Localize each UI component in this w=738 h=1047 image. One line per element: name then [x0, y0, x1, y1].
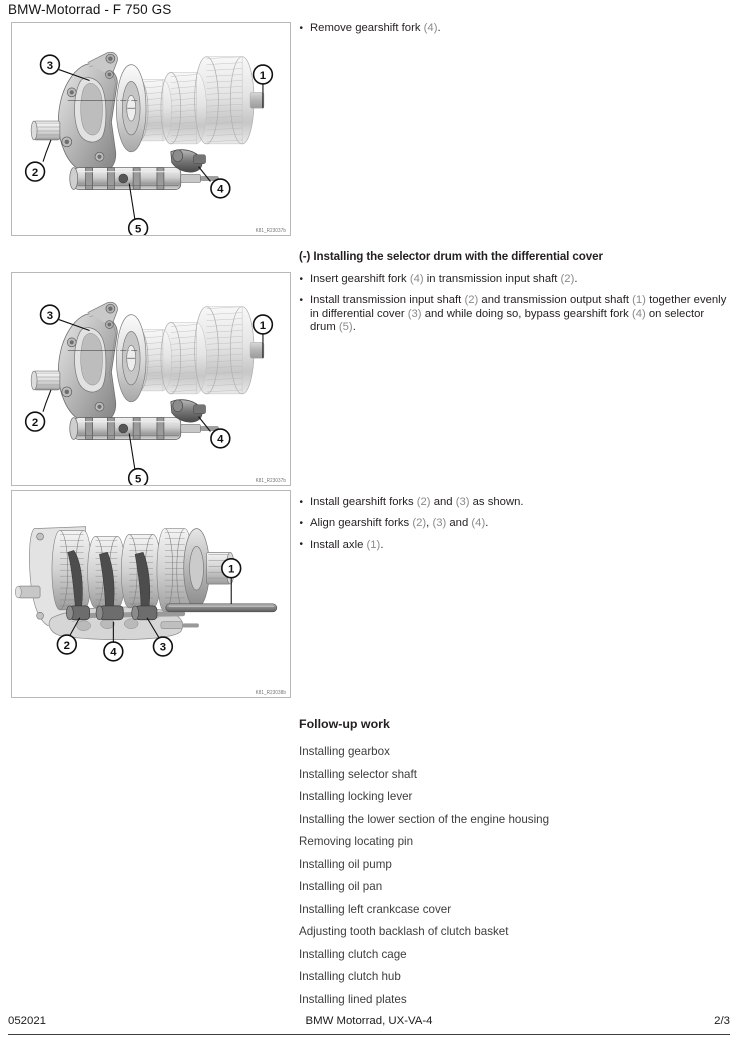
instruction-text: Remove gearshift fork: [310, 22, 424, 34]
reference-number: (2): [560, 273, 575, 285]
reference-number: (3): [407, 307, 422, 320]
footer-divider: [8, 1034, 730, 1035]
callout-2: [26, 162, 45, 181]
instruction-text: Install transmission input shaft: [310, 294, 465, 307]
instruction-text: .: [485, 517, 489, 530]
follow-up-item: Removing locating pin: [299, 835, 414, 848]
svg-text:2: 2: [63, 639, 70, 652]
transmission-input-shaft-stub: [31, 121, 60, 140]
gearbox-illustration-2: [12, 273, 290, 485]
instruction-block-remove: [299, 22, 729, 43]
instruction-text: and: [430, 496, 456, 508]
svg-text:2: 2: [31, 166, 39, 179]
svg-text:4: 4: [217, 433, 224, 446]
callout-1: [222, 559, 241, 578]
transmission-input-shaft-stub: [31, 371, 60, 390]
figure-code: K81_R23037b: [255, 477, 286, 483]
follow-up-item: Installing locking lever: [299, 790, 413, 803]
follow-up-heading: Follow-up work: [299, 717, 390, 731]
instruction-text: .: [574, 273, 578, 285]
instruction-text: ,: [426, 517, 433, 530]
axle: [166, 604, 277, 612]
instruction-text: on selector drum: [310, 307, 705, 334]
instruction-bullet: [299, 294, 729, 334]
reference-number: (2): [416, 496, 431, 508]
follow-up-item: Installing oil pan: [299, 880, 383, 893]
svg-text:3: 3: [46, 59, 54, 72]
follow-up-item: Installing oil pump: [299, 857, 392, 871]
instruction-bullet: [299, 273, 729, 286]
bullet-list-2: [299, 273, 729, 335]
instruction-text: Install gearshift forks: [310, 496, 417, 508]
footer-document-id: BMW Motorrad, UX-VA-4: [305, 1015, 433, 1027]
reference-number: (4): [471, 517, 486, 530]
svg-text:5: 5: [134, 473, 142, 485]
svg-text:3: 3: [46, 309, 54, 322]
follow-up-item: Installing clutch hub: [299, 970, 401, 983]
instruction-text: .: [380, 538, 384, 551]
gearbox-illustration-1: [12, 23, 290, 235]
follow-up-item: Installing the lower section of the engine housing: [299, 812, 550, 826]
svg-text:4: 4: [217, 183, 224, 196]
input-gear-wheel: [116, 315, 146, 402]
instruction-bullet: [299, 496, 729, 509]
instruction-text: and: [446, 517, 472, 530]
output-shaft-gear-stack: [130, 307, 264, 394]
page-footer: [8, 1015, 730, 1031]
input-gear-wheel: [116, 65, 146, 152]
instruction-bullet: [299, 22, 729, 35]
callout-3: [41, 305, 60, 324]
instruction-text: and while doing so, bypass gearshift fork: [421, 307, 632, 320]
bullet-list-3: [299, 496, 729, 552]
instruction-text: and transmission output shaft: [478, 294, 633, 307]
callout-5: [129, 219, 148, 235]
figure-gearshift-forks-axle: [11, 490, 291, 698]
instruction-text: in transmission input shaft: [423, 273, 561, 285]
svg-text:2: 2: [31, 416, 39, 429]
footer-date: 052021: [8, 1015, 47, 1027]
reference-number: (4): [631, 307, 646, 320]
callout-4: [211, 179, 230, 198]
follow-up-item: Installing lined plates: [299, 992, 407, 1006]
follow-up-item: Installing left crankcase cover: [299, 902, 452, 916]
figure-code: K81_R23038b: [255, 689, 286, 695]
reference-number: (1): [632, 294, 646, 307]
svg-text:4: 4: [110, 646, 117, 659]
instruction-text: Install axle: [310, 538, 367, 551]
shaft-end-left: [15, 586, 40, 598]
reference-number: (2): [412, 517, 427, 530]
reference-number: (4): [423, 22, 438, 34]
instruction-bullet: [299, 539, 729, 552]
svg-text:3: 3: [159, 641, 167, 654]
callout-3: [41, 55, 60, 74]
instruction-text: Insert gearshift fork: [310, 273, 410, 285]
reference-number: (3): [432, 517, 447, 530]
svg-text:5: 5: [134, 223, 142, 235]
svg-text:1: 1: [259, 319, 267, 332]
instruction-bullet: [299, 517, 729, 530]
reference-number: (3): [455, 496, 470, 508]
follow-up-list: [299, 741, 729, 1011]
callout-1: [254, 65, 273, 84]
page-title: BMW-Motorrad - F 750 GS: [8, 2, 172, 17]
callout-3: [153, 637, 172, 656]
follow-up-item: Installing selector shaft: [299, 767, 417, 781]
callout-5: [129, 469, 148, 485]
figure-transmission-exploded-2: [11, 272, 291, 486]
callout-1: [254, 315, 273, 334]
callout-2: [26, 412, 45, 431]
svg-text:1: 1: [228, 563, 235, 576]
small-shaft: [161, 622, 199, 629]
callout-2: [57, 635, 76, 654]
reference-number: (1): [366, 538, 381, 551]
instruction-text: as shown.: [469, 496, 524, 508]
follow-up-item: Adjusting tooth backlash of clutch basket: [299, 925, 509, 938]
instruction-text: .: [352, 321, 356, 334]
follow-up-work-section: [299, 717, 729, 1011]
instruction-text: together evenly in differential cover: [310, 294, 727, 320]
reference-number: (2): [464, 294, 479, 307]
reference-number: (4): [409, 273, 424, 285]
svg-text:1: 1: [259, 69, 267, 82]
instruction-block-install-selector-drum: [299, 250, 729, 343]
instruction-text: .: [437, 22, 441, 34]
reference-number: (5): [338, 321, 353, 334]
footer-page-number: 2/3: [714, 1015, 730, 1027]
section-heading: (-) Installing the selector drum with the differential cover: [299, 250, 603, 263]
gearbox-illustration-3: [12, 491, 290, 697]
figure-transmission-exploded-1: [11, 22, 291, 236]
instruction-block-install-forks: [299, 496, 729, 560]
figure-code: K81_R23037b: [255, 227, 286, 233]
callout-4: [211, 429, 230, 448]
follow-up-item: Installing clutch cage: [299, 947, 407, 961]
callout-4: [104, 642, 123, 661]
follow-up-item: Installing gearbox: [299, 745, 390, 758]
output-shaft-gear-stack: [130, 57, 264, 144]
bullet-list-1: [299, 22, 729, 35]
instruction-text: Align gearshift forks: [310, 517, 413, 530]
